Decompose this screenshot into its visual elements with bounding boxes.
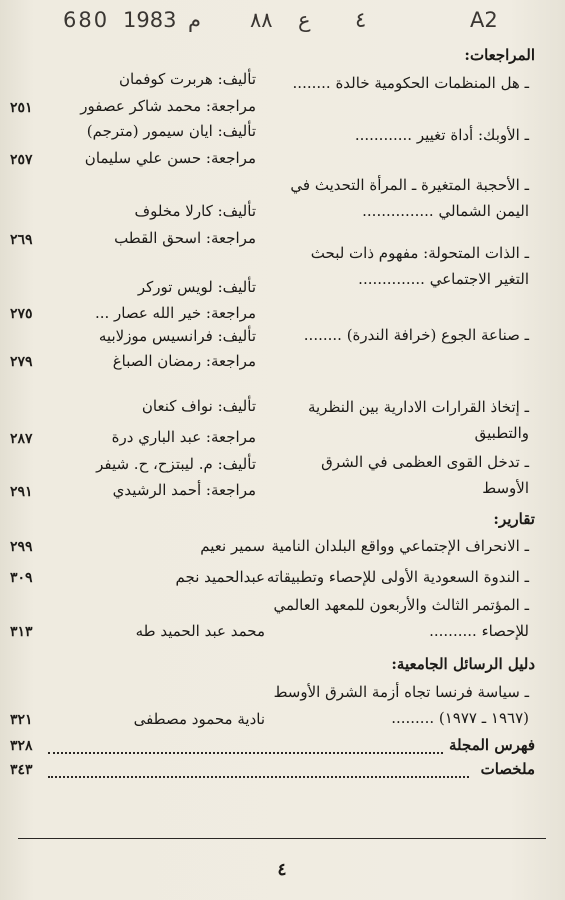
section-title-index[interactable]: فهرس المجلة [449,736,535,754]
section-title-reports: تقارير: [493,510,535,528]
toc-entry-reviewer: مراجعة: رمضان الصباغ [112,352,256,370]
toc-entry-title[interactable]: ـ الانحراف الإجتماعي وواقع البلدان النامية [271,537,529,555]
toc-entry-reviewer: مراجعة: محمد شاكر عصفور [80,97,256,115]
handwritten-text: A2 [470,8,498,32]
toc-entry-reviewer: مراجعة: أحمد الرشيدي [112,481,256,499]
toc-entry-page: ٣٤٣ [10,762,33,778]
dot-leader [48,776,469,778]
handwritten-text: 1983 [123,8,177,32]
toc-entry-author: عبدالحميد نجم [175,568,265,586]
handwritten-text: م [188,8,202,32]
dot-leader [48,752,443,754]
section-title-theses: دليل الرسائل الجامعية: [391,655,535,673]
toc-entry-title[interactable]: ـ الذات المتحولة: مفهوم ذات لبحث التغير الاجتماعي .............. [310,244,529,288]
toc-entry-title[interactable]: ـ صناعة الجوع (خرافة الندرة) ........ [303,326,529,344]
toc-entry-title[interactable]: ـ الندوة السعودية الأولى للإحصاء وتطبيقاته [266,568,529,586]
toc-entry-page: ٣٢١ [10,712,33,728]
toc-entry-title[interactable]: ـ إتخاذ القرارات الادارية بين النظرية والتطبيق [307,398,529,442]
toc-entry-title[interactable]: ـ تدخل القوى العظمى في الشرق الأوسط [321,453,529,497]
toc-entry-author: سمير نعيم [200,537,265,555]
handwritten-text: ٨٨ [250,8,273,32]
toc-entry-page: ٢٧٥ [10,306,33,322]
handwritten-text: ع [298,8,311,32]
toc-entry-page: ٣٠٩ [10,570,33,586]
toc-entry-reviewer: مراجعة: عبد الباري درة [111,428,256,446]
toc-entry-author: تأليف: كارلا مخلوف [134,202,256,220]
section-title-summaries[interactable]: ملخصات [480,760,535,778]
toc-entry-reviewer: مراجعة: خير الله عصار ... [94,304,256,322]
footer-rule [18,838,546,839]
toc-entry-page: ٢٥١ [10,100,33,116]
toc-entry-title[interactable]: ـ الأوبك: أداة تغيير ............ [354,126,529,144]
toc-entry-page: ٢٨٧ [10,431,33,447]
toc-entry-page: ٢٦٩ [10,232,33,248]
toc-entry-reviewer: مراجعة: اسحق القطب [114,229,256,247]
toc-entry-page: ٢٧٩ [10,354,33,370]
toc-entry-page: ٢٩١ [10,484,33,500]
toc-entry-page: ٣٢٨ [10,738,33,754]
toc-entry-author: محمد عبد الحميد طه [135,622,265,640]
toc-entry-title[interactable]: ـ المؤتمر الثالث والأربعون للمعهد العالمي للإحصاء .......... [273,596,529,640]
toc-entry-author: تأليف: م. ليبتزح، ح. شيفر [96,455,256,473]
toc-entry-title[interactable]: ـ سياسة فرنسا تجاه أزمة الشرق الأوسط (١٩٦٧ ـ ١٩٧٧) ......... [273,683,529,727]
toc-entry-author: تأليف: هربرت كوفمان [118,70,256,88]
toc-entry-page: ٣١٣ [10,624,33,640]
section-title-references: المراجعات: [464,46,535,64]
toc-entry-author: نادية محمود مصطفى [133,710,265,728]
toc-entry-reviewer: مراجعة: حسن علي سليمان [84,149,256,167]
handwritten-text: 680 [63,8,110,32]
toc-entry-author: تأليف: فرانسيس موزلابيه [98,327,256,345]
page-number: ٤ [277,860,287,880]
handwritten-text: ٤ [355,8,367,32]
toc-entry-author: تأليف: لويس توركر [137,278,256,296]
toc-entry-author: تأليف: نواف كنعان [141,397,256,415]
toc-entry-page: ٢٩٩ [10,539,33,555]
toc-entry-title[interactable]: ـ الأحجبة المتغيرة ـ المرأة التحديث في اليمن الشمالي ............... [290,176,529,220]
toc-entry-title[interactable]: ـ هل المنظمات الحكومية خالدة ........ [292,74,529,92]
toc-entry-author: تأليف: ايان سيمور (مترجم) [86,122,256,140]
toc-entry-page: ٢٥٧ [10,152,33,168]
